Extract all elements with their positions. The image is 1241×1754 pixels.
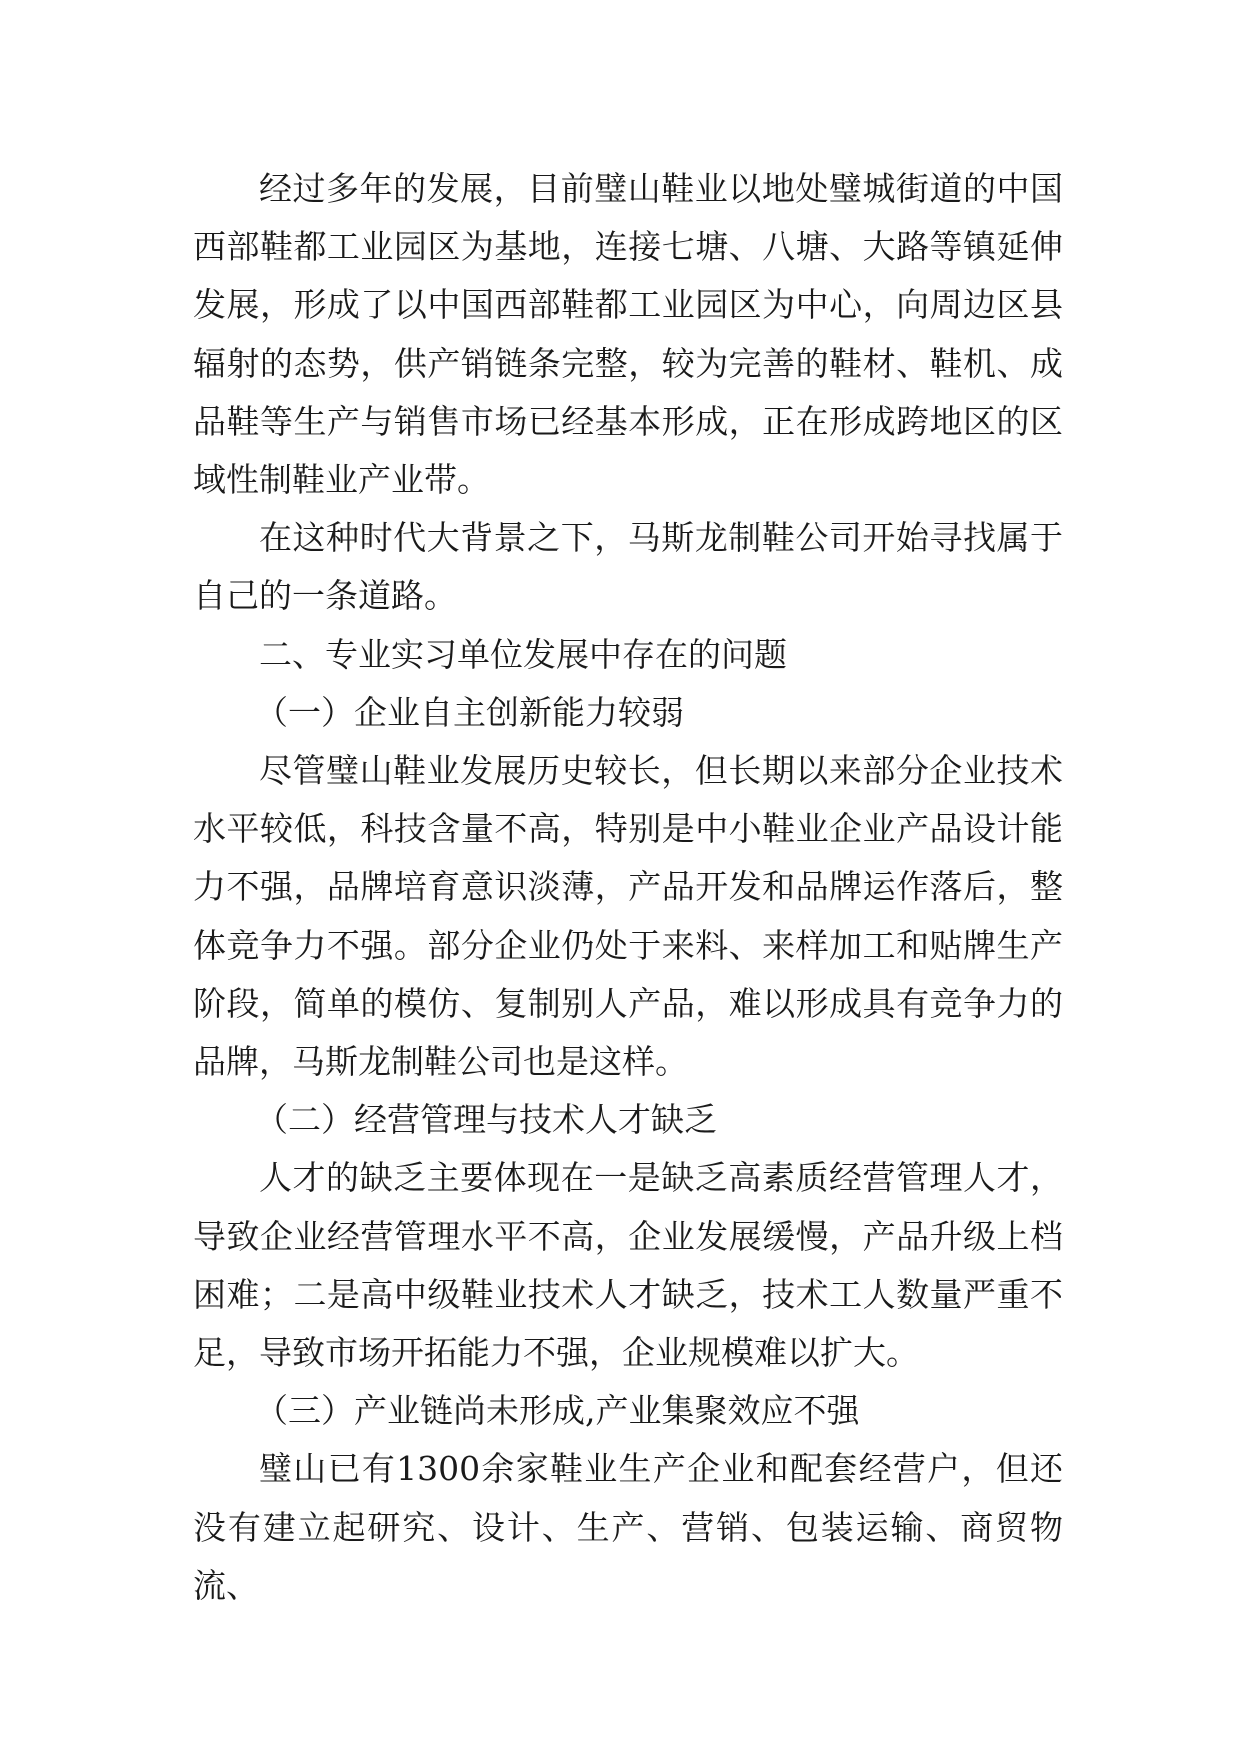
paragraph-footwear-industry: 经过多年的发展，目前璧山鞋业以地处璧城街道的中国西部鞋都工业园区为基地，连接七塘、八塘、大路等镇延伸发展，形成了以中国西部鞋都工业园区为中心，向周边区县辐射的态势，供产销链条完整，较为完善的鞋材、鞋机、成品鞋等生产与销售市场已经基本形成，正在形成跨地区的区域性制鞋业产业带。 xyxy=(193,169,1063,500)
paragraph-company-path: 在这种时代大背景之下，马斯龙制鞋公司开始寻找属于自己的一条道路。 xyxy=(193,518,1063,616)
subsection-heading-talent: （二）经营管理与技术人才缺乏 xyxy=(255,1100,717,1140)
paragraph-industry-chain: 璧山已有1300余家鞋业生产企业和配套经营户，但还没有建立起研究、设计、生产、营销、包装运输、商贸物流、 xyxy=(193,1449,1063,1605)
paragraph-innovation: 尽管璧山鞋业发展历史较长，但长期以来部分企业技术水平较低，科技含量不高，特别是中小鞋业企业产品设计能力不强，品牌培育意识淡薄，产品开发和品牌运作落后，整体竞争力不强。部分企业仍处于来料、来样加工和贴牌生产阶段，简单的模仿、复制别人产品，难以形成具有竞争力的品牌，马斯龙制鞋公司也是这样。 xyxy=(193,751,1063,1082)
paragraph-talent: 人才的缺乏主要体现在一是缺乏高素质经营管理人才，导致企业经营管理水平不高，企业发展缓慢，产品升级上档困难；二是高中级鞋业技术人才缺乏，技术工人数量严重不足，导致市场开拓能力不强，企业规模难以扩大。 xyxy=(193,1158,1063,1373)
section-heading-problems: 二、专业实习单位发展中存在的问题 xyxy=(259,634,787,674)
document-page xyxy=(193,160,1063,1615)
subsection-heading-innovation: （一）企业自主创新能力较弱 xyxy=(255,692,684,732)
subsection-heading-industry-chain: （三）产业链尚未形成,产业集聚效应不强 xyxy=(255,1391,860,1431)
